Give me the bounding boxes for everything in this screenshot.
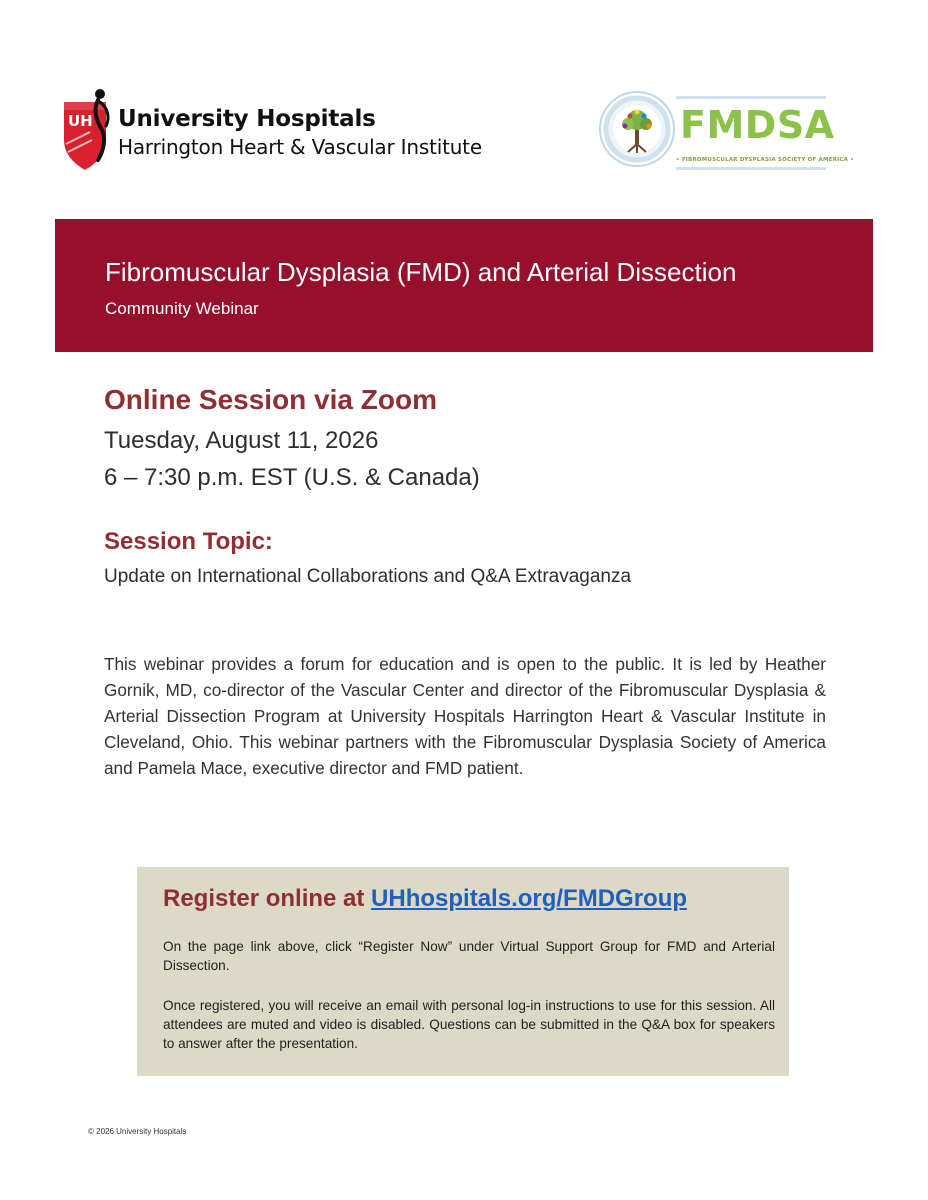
register-link[interactable]: UHhospitals.org/FMDGroup	[371, 885, 688, 912]
register-instructions: On the page link above, click “Register Now” under Virtual Support Group for FMD and Arterial Dissection.	[163, 939, 775, 973]
banner-subtitle: Community Webinar	[105, 299, 259, 318]
copyright-footer: © 2026 University Hospitals	[88, 1127, 187, 1136]
uh-heart-person-icon	[62, 88, 114, 172]
uh-logo	[62, 88, 482, 172]
session-time: 6 – 7:30 p.m. EST (U.S. & Canada)	[104, 464, 480, 491]
fmdsa-name: FMDSA	[680, 103, 835, 147]
banner-title: Fibromuscular Dysplasia (FMD) and Arterial Dissection	[105, 257, 737, 287]
register-box	[137, 867, 789, 1076]
fmdsa-tree-seal-icon	[598, 90, 676, 168]
title-banner	[55, 219, 873, 352]
fmdsa-tagline: • FIBROMUSCULAR DYSPLASIA SOCIETY OF AMERICA •	[676, 157, 854, 163]
register-heading	[163, 885, 687, 913]
register-heading-prefix: Register online at	[163, 885, 372, 912]
uh-institute: Harrington Heart & Vascular Institute	[118, 135, 482, 159]
session-date: Tuesday, August 11, 2026	[104, 427, 379, 454]
uh-name: University Hospitals	[118, 106, 376, 132]
register-details: Once registered, you will receive an email with personal log-in instructions to use for this session. All attendees are muted and video is disabled. Questions can be submitted in the Q&A box for speakers to answer after the presentation.	[163, 998, 775, 1051]
topic-text: Update on International Collaborations and Q&A Extravaganza	[104, 566, 632, 587]
webinar-description: This webinar provides a forum for education and is open to the public. It is led by Heather Gornik, MD, co-director of the Vascular Center and director of the Fibromuscular Dysplasia & Arterial Dissection Program at University Hospitals Harrington Heart & Vascular Institute in Cleveland, Ohio. This webinar partners with the Fibromuscular Dysplasia Society of America and Pamela Mace, executive director and FMD patient.	[104, 654, 826, 778]
session-heading: Online Session via Zoom	[104, 384, 437, 415]
fmdsa-wordmark	[676, 96, 854, 170]
uh-mark-text: UH	[68, 112, 93, 130]
topic-heading: Session Topic:	[104, 528, 273, 555]
fmdsa-logo	[598, 88, 854, 180]
